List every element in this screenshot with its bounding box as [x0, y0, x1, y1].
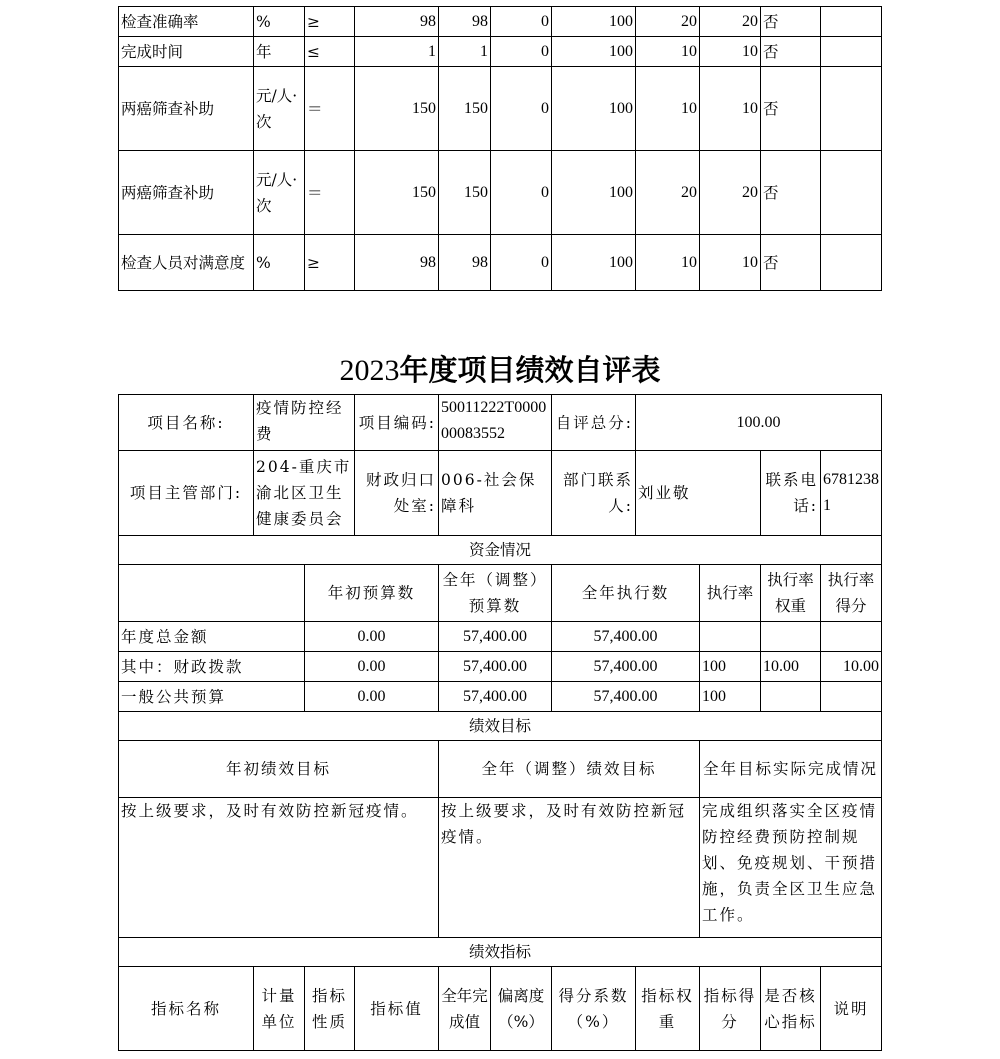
indicator-coef: 100 [552, 235, 636, 291]
funds-header-score: 执行率得分 [821, 565, 882, 622]
indicator-deviation: 0 [491, 151, 552, 235]
table-row [119, 151, 882, 235]
indicator-note [821, 151, 882, 235]
indicator-note [821, 67, 882, 151]
indicator-weight: 20 [636, 7, 700, 37]
funds-row-label: 年度总金额 [119, 622, 305, 652]
funds-section-row [119, 536, 882, 565]
indicator-note [821, 7, 882, 37]
indicator-unit: % [254, 7, 305, 37]
funds-header-adjusted: 全年（调整）预算数 [439, 565, 552, 622]
funds-header-weight: 执行率权重 [761, 565, 821, 622]
goals-actual-text: 完成组织落实全区疫情防控经费预防控制规划、免疫规划、干预措施，负责全区卫生应急工作。 [700, 798, 882, 938]
goals-header-row [119, 741, 882, 798]
funds-section-heading: 资金情况 [119, 536, 882, 565]
indicator-weight: 10 [636, 235, 700, 291]
funds-initial: 0.00 [305, 682, 439, 712]
indicator-core: 否 [761, 37, 821, 67]
funds-weight [761, 682, 821, 712]
contact: 刘业敬 [636, 451, 761, 536]
indicator-note [821, 37, 882, 67]
indicator-core: 否 [761, 235, 821, 291]
table-row [119, 67, 882, 151]
table-row [119, 235, 882, 291]
indicator-coef: 100 [552, 151, 636, 235]
ind-header-nature: 指标性质 [305, 967, 355, 1051]
ind-header-value: 指标值 [355, 967, 439, 1051]
funds-header-initial: 年初预算数 [305, 565, 439, 622]
project-name-label: 项目名称: [119, 395, 254, 451]
title-year: 2023 [339, 354, 400, 387]
indicator-name: 两癌筛查补助 [119, 67, 254, 151]
self-score-label: 自评总分: [552, 395, 636, 451]
table-row [119, 652, 882, 682]
goals-initial-text: 按上级要求，及时有效防控新冠疫情。 [119, 798, 439, 938]
indicator-deviation: 0 [491, 7, 552, 37]
funds-row-label: 一般公共预算 [119, 682, 305, 712]
funds-initial: 0.00 [305, 622, 439, 652]
indicator-note [821, 235, 882, 291]
indicator-unit: 年 [254, 37, 305, 67]
funds-rate: 100 [700, 682, 761, 712]
table-row [119, 682, 882, 712]
indicator-deviation: 0 [491, 37, 552, 67]
ind-header-note: 说明 [821, 967, 882, 1051]
ind-header-unit: 计量单位 [254, 967, 305, 1051]
finance: 006-社会保障科 [439, 451, 552, 536]
indicator-unit: 元/人·次 [254, 151, 305, 235]
contact-label: 部门联系人: [552, 451, 636, 536]
indicator-core: 否 [761, 151, 821, 235]
ind-header-score: 指标得分 [700, 967, 761, 1051]
self-score: 100.00 [636, 395, 882, 451]
project-code-label: 项目编码: [355, 395, 439, 451]
ind-header-name: 指标名称 [119, 967, 254, 1051]
indicator-nature: ≤ [305, 37, 355, 67]
indicator-actual: 150 [439, 151, 491, 235]
table-row [119, 7, 882, 37]
indicator-coef: 100 [552, 37, 636, 67]
project-code: 50011222T000000083552 [439, 395, 552, 451]
funds-adjusted: 57,400.00 [439, 682, 552, 712]
indicators-header-row [119, 967, 882, 1051]
dept-row [119, 451, 882, 536]
indicator-target: 150 [355, 151, 439, 235]
goals-section-heading: 绩效目标 [119, 712, 882, 741]
funds-adjusted: 57,400.00 [439, 652, 552, 682]
funds-score [821, 622, 882, 652]
indicator-score: 10 [700, 235, 761, 291]
indicators-section-heading: 绩效指标 [119, 938, 882, 967]
funds-weight [761, 622, 821, 652]
indicator-name: 检查人员对满意度 [119, 235, 254, 291]
goals-header-actual: 全年目标实际完成情况 [700, 741, 882, 798]
indicator-coef: 100 [552, 7, 636, 37]
indicator-target: 150 [355, 67, 439, 151]
funds-score [821, 682, 882, 712]
indicator-weight: 10 [636, 37, 700, 67]
table-row [119, 622, 882, 652]
indicator-table-continued [118, 6, 882, 291]
funds-rate [700, 622, 761, 652]
phone-label: 联系电话: [761, 451, 821, 536]
funds-header-rate: 执行率 [700, 565, 761, 622]
indicator-name: 检查准确率 [119, 7, 254, 37]
phone: 67812381 [821, 451, 882, 536]
funds-weight: 10.00 [761, 652, 821, 682]
indicator-nature: ＝ [305, 151, 355, 235]
dept-label: 项目主管部门: [119, 451, 254, 536]
indicator-nature: ≥ [305, 7, 355, 37]
indicator-weight: 10 [636, 67, 700, 151]
indicator-actual: 98 [439, 7, 491, 37]
ind-header-core: 是否核心指标 [761, 967, 821, 1051]
funds-header-row [119, 565, 882, 622]
funds-rate: 100 [700, 652, 761, 682]
indicator-target: 1 [355, 37, 439, 67]
project-name: 疫情防控经费 [254, 395, 355, 451]
finance-label: 财政归口处室: [355, 451, 439, 536]
goals-adjusted-text: 按上级要求，及时有效防控新冠疫情。 [439, 798, 700, 938]
indicators-section-row [119, 938, 882, 967]
page-title [0, 348, 1000, 389]
indicator-score: 20 [700, 7, 761, 37]
indicator-score: 10 [700, 67, 761, 151]
dept: 204-重庆市渝北区卫生健康委员会 [254, 451, 355, 536]
funds-executed: 57,400.00 [552, 652, 700, 682]
self-evaluation-table [118, 394, 882, 1051]
funds-score: 10.00 [821, 652, 882, 682]
funds-initial: 0.00 [305, 652, 439, 682]
indicator-weight: 20 [636, 151, 700, 235]
funds-executed: 57,400.00 [552, 622, 700, 652]
indicator-target: 98 [355, 7, 439, 37]
ind-header-deviation: 偏离度（%） [491, 967, 552, 1051]
indicator-target: 98 [355, 235, 439, 291]
title-text: 年度项目绩效自评表 [399, 353, 661, 387]
funds-executed: 57,400.00 [552, 682, 700, 712]
goals-header-adjusted: 全年（调整）绩效目标 [439, 741, 700, 798]
indicator-core: 否 [761, 7, 821, 37]
indicator-deviation: 0 [491, 235, 552, 291]
funds-header-blank [119, 565, 305, 622]
ind-header-weight: 指标权重 [636, 967, 700, 1051]
indicator-score: 20 [700, 151, 761, 235]
indicator-name: 两癌筛查补助 [119, 151, 254, 235]
indicator-nature: ＝ [305, 67, 355, 151]
goals-header-initial: 年初绩效目标 [119, 741, 439, 798]
indicator-score: 10 [700, 37, 761, 67]
indicator-actual: 98 [439, 235, 491, 291]
ind-header-coef: 得分系数（%） [552, 967, 636, 1051]
funds-header-executed: 全年执行数 [552, 565, 700, 622]
indicator-name: 完成时间 [119, 37, 254, 67]
indicator-nature: ≥ [305, 235, 355, 291]
indicator-unit: 元/人·次 [254, 67, 305, 151]
goals-content-row [119, 798, 882, 938]
funds-adjusted: 57,400.00 [439, 622, 552, 652]
funds-row-label: 其中：财政拨款 [119, 652, 305, 682]
indicator-coef: 100 [552, 67, 636, 151]
indicator-actual: 150 [439, 67, 491, 151]
goals-section-row [119, 712, 882, 741]
project-row [119, 395, 882, 451]
ind-header-actual: 全年完成值 [439, 967, 491, 1051]
indicator-actual: 1 [439, 37, 491, 67]
indicator-core: 否 [761, 67, 821, 151]
indicator-deviation: 0 [491, 67, 552, 151]
table-row [119, 37, 882, 67]
indicator-unit: % [254, 235, 305, 291]
